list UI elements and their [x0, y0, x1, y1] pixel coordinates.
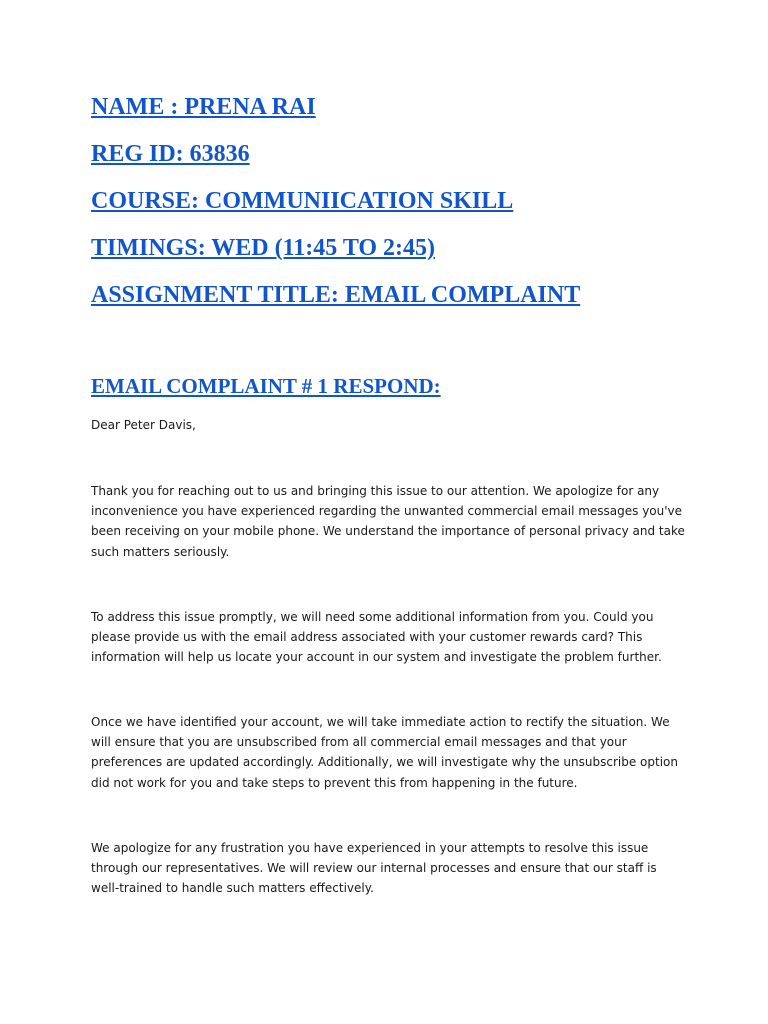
- letter-paragraph: Thank you for reaching out to us and bringing this issue to our attention. We apologize for any inconvenience you have experienced regarding the unwanted commercial email messages you've been receiving on your mobile phone. We understand the importance of personal privacy and take such matters seriously.: [91, 484, 685, 559]
- student-info-header: [91, 92, 731, 327]
- letter-paragraph: We apologize for any frustration you have experienced in your attempts to resolve this issue through our representatives. We will review our internal processes and ensure that our staff is well-trained to handle such matters effectively.: [91, 841, 657, 896]
- student-name: NAME : PRENA RAI: [91, 94, 316, 120]
- course-name: COURSE: COMMUNIICATION SKILL: [91, 188, 514, 214]
- assignment-title: ASSIGNMENT TITLE: EMAIL COMPLAINT: [91, 282, 581, 308]
- letter-paragraph: To address this issue promptly, we will need some additional information from you. Could you please provide us with the email address associated with your customer rewards card? This information will help us locate your account in our system and investigate the problem further.: [91, 610, 662, 665]
- section-title: EMAIL COMPLAINT # 1 RESPOND:: [91, 374, 441, 398]
- class-timings: TIMINGS: WED (11:45 TO 2:45): [91, 235, 436, 261]
- registration-id: REG ID: 63836: [91, 141, 250, 167]
- letter-paragraph: Once we have identified your account, we will take immediate action to rectify the situation. We will ensure that you are unsubscribed from all commercial email messages and that your preferences are updated accordingly. Additionally, we will investigate why the unsubscribe option did not work for you and take steps to prevent this from happening in the future.: [91, 715, 678, 790]
- letter-salutation: Dear Peter Davis,: [91, 418, 196, 432]
